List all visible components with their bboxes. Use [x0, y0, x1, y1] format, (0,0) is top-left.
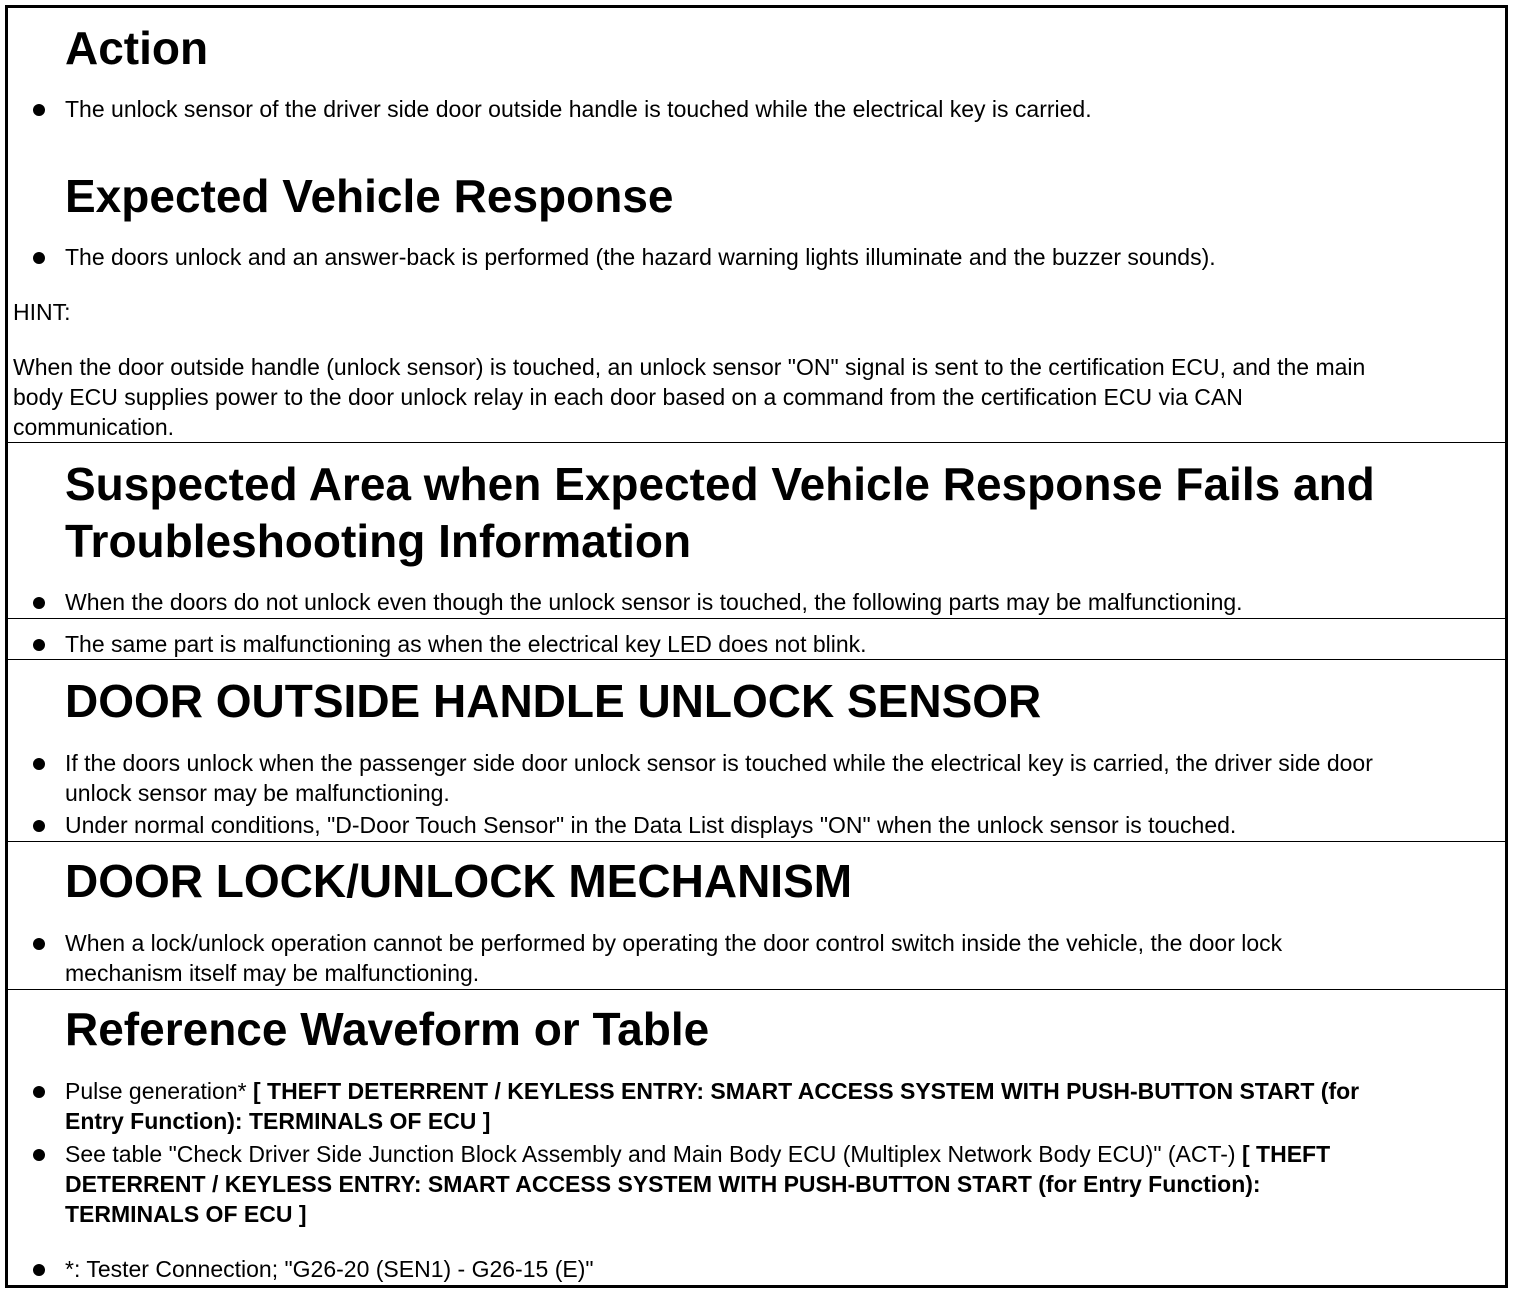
reference-bullet-3: *: Tester Connection; "G26-20 (SEN1) - G26-15 (E)" — [65, 1256, 594, 1282]
reference-bullet-2-line-2 — [65, 1169, 1261, 1199]
reference-bullet-1-prefix: Pulse generation* — [65, 1078, 247, 1104]
handle-bullet-2: Under normal conditions, "D-Door Touch Sensor" in the Data List displays "ON" when the unlock sensor is touched. — [65, 812, 1237, 838]
section-divider — [8, 659, 1505, 660]
bullet-icon — [33, 597, 45, 609]
hint-line-3: communication. — [13, 414, 175, 440]
hint-line-2: body ECU supplies power to the door unlock relay in each door based on a command from the certification ECU via CAN — [13, 384, 1243, 410]
heading-suspected-line-2: Troubleshooting Information — [65, 515, 692, 567]
heading-mechanism: DOOR LOCK/UNLOCK MECHANISM — [65, 855, 853, 907]
reference-link-2-part-2[interactable]: DETERRENT / KEYLESS ENTRY: SMART ACCESS SYSTEM WITH PUSH-BUTTON START (for Entry Function): — [65, 1171, 1261, 1197]
reference-link-2-part-1[interactable]: [ THEFT — [1235, 1141, 1331, 1167]
reference-link-1-part-1[interactable]: [ THEFT DETERRENT / KEYLESS ENTRY: SMART ACCESS SYSTEM WITH PUSH-BUTTON START (for — [246, 1078, 1360, 1104]
handle-bullet-1-line-2: unlock sensor may be malfunctioning. — [65, 780, 450, 806]
section-divider — [8, 618, 1505, 619]
suspected-bullet-2: The same part is malfunctioning as when the electrical key LED does not blink. — [65, 631, 867, 657]
reference-bullet-2-prefix: See table "Check Driver Side Junction Block Assembly and Main Body ECU (Multiplex Network Body ECU)" (ACT-) — [65, 1141, 1236, 1167]
heading-suspected-line-1: Suspected Area when Expected Vehicle Response Fails and — [65, 458, 1375, 510]
heading-action: Action — [65, 22, 209, 74]
reference-bullet-2-line-1 — [65, 1139, 1330, 1169]
bullet-icon — [33, 1086, 45, 1098]
mechanism-bullet-line-1: When a lock/unlock operation cannot be performed by operating the door control switch inside the vehicle, the door lock — [65, 930, 1283, 956]
reference-link-2-part-3[interactable]: TERMINALS OF ECU ] — [65, 1201, 307, 1227]
bullet-icon — [33, 639, 45, 651]
suspected-bullet-1: When the doors do not unlock even though the unlock sensor is touched, the following parts may be malfunctioning. — [65, 589, 1243, 615]
bullet-icon — [33, 104, 45, 116]
bullet-icon — [33, 1264, 45, 1276]
heading-handle-sensor: DOOR OUTSIDE HANDLE UNLOCK SENSOR — [65, 675, 1042, 727]
section-divider — [8, 442, 1505, 443]
action-bullet: The unlock sensor of the driver side door outside handle is touched while the electrical key is carried. — [65, 96, 1092, 122]
section-divider — [8, 841, 1505, 842]
section-divider — [8, 989, 1505, 990]
document-frame — [5, 5, 1508, 1288]
heading-reference: Reference Waveform or Table — [65, 1003, 710, 1055]
reference-bullet-2-line-3 — [65, 1199, 307, 1229]
bullet-icon — [33, 1149, 45, 1161]
hint-line-1: When the door outside handle (unlock sensor) is touched, an unlock sensor "ON" signal is sent to the certification ECU, and the main — [13, 354, 1366, 380]
mechanism-bullet-line-2: mechanism itself may be malfunctioning. — [65, 960, 480, 986]
reference-bullet-1-line-1 — [65, 1076, 1359, 1106]
bullet-icon — [33, 820, 45, 832]
handle-bullet-1-line-1: If the doors unlock when the passenger side door unlock sensor is touched while the electrical key is carried, the driver side door — [65, 750, 1373, 776]
hint-label: HINT: — [13, 299, 71, 325]
bullet-icon — [33, 252, 45, 264]
bullet-icon — [33, 758, 45, 770]
reference-link-1-part-2[interactable]: Entry Function): TERMINALS OF ECU ] — [65, 1108, 491, 1134]
expected-bullet: The doors unlock and an answer-back is performed (the hazard warning lights illuminate and the buzzer sounds). — [65, 244, 1216, 270]
reference-bullet-1-line-2 — [65, 1106, 490, 1136]
bullet-icon — [33, 938, 45, 950]
heading-expected-response: Expected Vehicle Response — [65, 170, 674, 222]
